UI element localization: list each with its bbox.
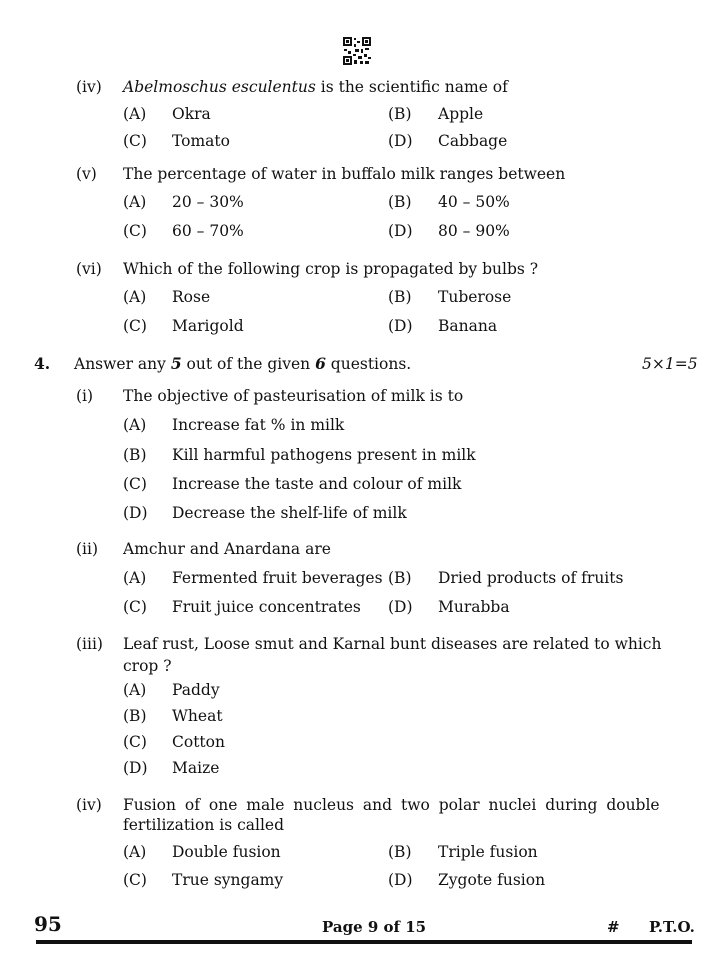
option-label: (B)	[388, 193, 412, 211]
question-text	[123, 77, 508, 97]
scientific-name: Abelmoschus esculentus	[123, 78, 316, 96]
option-text: Triple fusion	[438, 843, 538, 861]
question-text-cont: fertilization is called	[123, 816, 285, 834]
option-label: (A)	[123, 193, 147, 211]
option-text: Zygote fusion	[438, 871, 546, 889]
option-label: (C)	[123, 475, 147, 493]
option-label: (D)	[123, 759, 148, 777]
question-number: (iii)	[76, 635, 103, 653]
option-label: (A)	[123, 681, 147, 699]
option-text: Apple	[438, 105, 484, 123]
option-label: (A)	[123, 569, 147, 587]
marks: 5×1=5	[642, 355, 698, 373]
option-text: Cotton	[172, 733, 225, 751]
question-number: (iv)	[76, 78, 102, 96]
option-text: 60 – 70%	[172, 222, 244, 240]
option-label: (B)	[388, 105, 412, 123]
option-text: Tuberose	[438, 288, 512, 306]
question-text: The percentage of water in buffalo milk ranges between	[123, 165, 566, 183]
option-text: 20 – 30%	[172, 193, 244, 211]
option-text: Double fusion	[172, 843, 281, 861]
option-text: Fermented fruit beverages	[172, 569, 383, 587]
instr-part: Answer any	[74, 355, 171, 373]
option-label: (C)	[123, 733, 147, 751]
question-number: (vi)	[76, 260, 102, 278]
option-text: Banana	[438, 317, 498, 335]
option-text: Wheat	[172, 707, 223, 725]
option-text: 40 – 50%	[438, 193, 510, 211]
option-text: Marigold	[172, 317, 244, 335]
option-text: Cabbage	[438, 132, 508, 150]
option-label: (C)	[123, 222, 147, 240]
instr-part: questions.	[325, 355, 412, 373]
option-label: (D)	[388, 222, 413, 240]
instr-count: 5	[170, 354, 182, 373]
question-text-rest: is the scientific name of	[315, 78, 508, 96]
option-label: (C)	[123, 132, 147, 150]
option-label: (D)	[388, 317, 413, 335]
question-number: (v)	[76, 165, 97, 183]
option-text: Murabba	[438, 598, 510, 616]
instr-total: 6	[315, 354, 326, 373]
option-label: (B)	[123, 446, 147, 464]
hash-mark: #	[607, 918, 620, 936]
footer-rule	[36, 940, 692, 944]
option-label: (A)	[123, 105, 147, 123]
question-number: 4.	[34, 354, 51, 373]
option-text: Increase the taste and colour of milk	[172, 475, 462, 493]
option-label: (B)	[388, 288, 412, 306]
question-text: Which of the following crop is propagated by bulbs ?	[123, 260, 539, 278]
option-text: Okra	[172, 105, 211, 123]
option-label: (B)	[388, 843, 412, 861]
option-text: Paddy	[172, 681, 220, 699]
option-text: Fruit juice concentrates	[172, 598, 361, 616]
option-text: True syngamy	[172, 871, 284, 889]
page-number: Page 9 of 15	[322, 918, 427, 936]
option-text: Rose	[172, 288, 211, 306]
option-label: (D)	[388, 871, 413, 889]
question-text: The objective of pasteurisation of milk is to	[123, 387, 464, 405]
instr-part: out of the given	[181, 355, 316, 373]
option-label: (C)	[123, 317, 147, 335]
option-label: (A)	[123, 416, 147, 434]
option-text: Dried products of fruits	[438, 569, 624, 587]
option-text: Maize	[172, 759, 220, 777]
option-label: (D)	[388, 132, 413, 150]
option-text: Kill harmful pathogens present in milk	[172, 446, 476, 464]
option-label: (C)	[123, 598, 147, 616]
qr-code	[343, 37, 371, 65]
option-label: (D)	[123, 504, 148, 522]
option-text: 80 – 90%	[438, 222, 510, 240]
paper-code: 95	[34, 912, 62, 936]
option-label: (C)	[123, 871, 147, 889]
question-text-cont: crop ?	[123, 657, 172, 675]
question-text: Amchur and Anardana are	[123, 540, 331, 558]
pto: P.T.O.	[649, 918, 695, 936]
question-text	[74, 354, 411, 374]
option-label: (A)	[123, 843, 147, 861]
option-label: (B)	[123, 707, 147, 725]
option-text: Decrease the shelf-life of milk	[172, 504, 407, 522]
option-label: (B)	[388, 569, 412, 587]
question-number: (ii)	[76, 540, 99, 558]
option-text: Increase fat % in milk	[172, 416, 345, 434]
option-label: (A)	[123, 288, 147, 306]
option-label: (D)	[388, 598, 413, 616]
question-text: Fusion of one male nucleus and two polar nuclei during double	[123, 796, 660, 814]
question-number: (i)	[76, 387, 94, 405]
option-text: Tomato	[172, 132, 230, 150]
question-number: (iv)	[76, 796, 102, 814]
question-text: Leaf rust, Loose smut and Karnal bunt diseases are related to which	[123, 635, 662, 653]
